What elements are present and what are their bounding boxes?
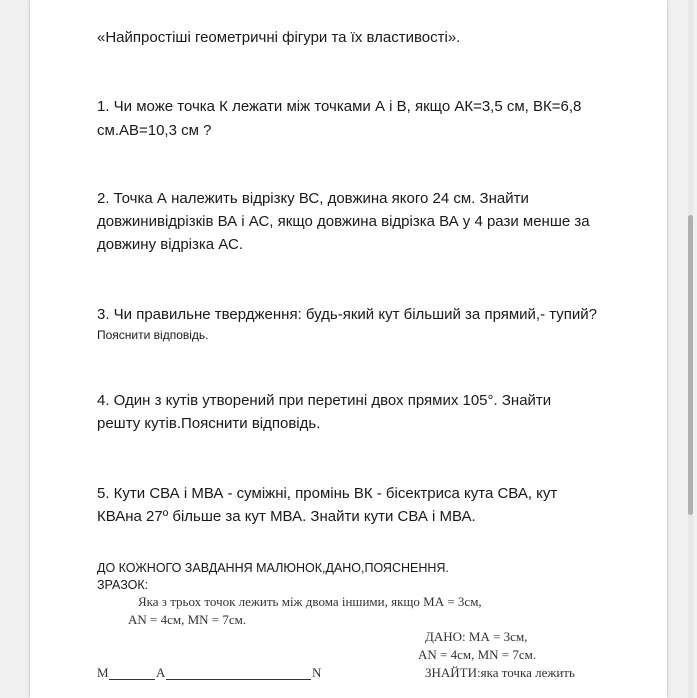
task-2-line-2: довжинивідрізків ВА і АС, якщо довжина відрізка ВА у 4 рази менше за [97, 213, 590, 230]
segment-point-m: M [97, 665, 109, 680]
segment-an [166, 679, 311, 680]
segment-point-n: N [312, 665, 322, 680]
task-2-line-3: довжину відрізка АС. [97, 236, 243, 253]
sample-question-line-2: AN = 4см, MN = 7см. [128, 612, 247, 627]
sample-find-line: ЗНАЙТИ:яка точка лежить [425, 665, 575, 680]
segment-point-a: A [156, 665, 166, 680]
sample-question-line-1: Яка з трьох точок лежить між двома іншими, якщо МА = 3см, [138, 594, 482, 609]
segment-ma [109, 679, 155, 680]
task-4-line-1: 4. Один з кутів утворений при перетині двох прямих 105°. Знайти [97, 392, 552, 409]
sample-label: ЗРАЗОК: [97, 578, 149, 592]
task-4-line-2: решту кутів.Пояснити відповідь. [97, 415, 321, 432]
instruction-text: ДО КОЖНОГО ЗАВДАННЯ МАЛЮНОК,ДАНО,ПОЯСНЕННЯ. [97, 561, 449, 575]
scrollbar-thumb[interactable] [688, 215, 693, 515]
task-3-line-1: 3. Чи правильне твердження: будь-який кут більший за прямий,- тупий? [97, 306, 598, 323]
task-5-line-1: 5. Кути СВА і МВА - суміжні, промінь ВК - бісектриса кута СВА, кут [97, 485, 558, 502]
sample-given-line-1: ДАНО: МА = 3см, [425, 629, 528, 644]
task-3-note: Пояснити відповідь. [97, 328, 209, 342]
task-2-line-1: 2. Точка А належить відрізку ВС, довжина якого 24 см. Знайти [97, 190, 529, 207]
task-5-line-2: КВАна 27º більше за кут МВА. Знайти кути СВА і МВА. [97, 508, 476, 525]
task-1-line-2: см.АВ=10,3 см ? [97, 122, 212, 139]
sample-given-line-2: AN = 4см, MN = 7см. [418, 647, 537, 662]
document-title: «Найпростіші геометричні фігури та їх властивості». [97, 29, 461, 46]
task-1-line-1: 1. Чи може точка К лежати між точками А і В, якщо АК=3,5 см, ВК=6,8 [97, 98, 582, 115]
